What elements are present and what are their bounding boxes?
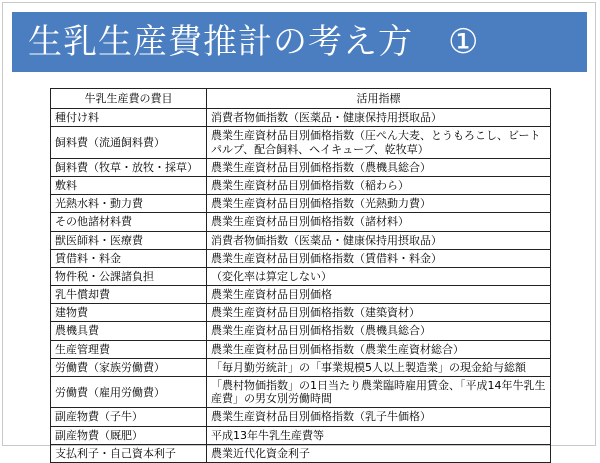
table-row — [51, 127, 551, 158]
table-row — [51, 109, 551, 127]
cost-item-cell: 支払利子・自己資本利子 — [51, 444, 207, 462]
indicator-cell: （変化率は算定しない） — [207, 267, 551, 285]
table-row — [51, 358, 551, 376]
indicator-cell: 「毎月勤労統計」の「事業規模5人以上製造業」の現金給与総額 — [207, 358, 551, 376]
cost-item-cell: その他諸材料費 — [51, 213, 207, 231]
cost-item-cell: 種付け料 — [51, 109, 207, 127]
cost-item-cell: 飼料費（牧草・放牧・採草） — [51, 158, 207, 176]
column-header-cost-item: 牛乳生産費の費目 — [51, 89, 207, 109]
cost-item-cell: 乳牛償却費 — [51, 286, 207, 304]
cost-item-cell: 副産物費（厩肥） — [51, 426, 207, 444]
cost-item-cell: 獣医師料・医療費 — [51, 231, 207, 249]
cost-item-cell: 飼料費（流通飼料費） — [51, 127, 207, 158]
table-row — [51, 267, 551, 285]
indicator-cell: 農業生産資材品目別価格指数（賃借料・料金） — [207, 249, 551, 267]
table-row — [51, 322, 551, 340]
table-row — [51, 231, 551, 249]
cost-item-cell: 農機具費 — [51, 322, 207, 340]
indicator-cell: 農業生産資材品目別価格指数（光熱動力費） — [207, 195, 551, 213]
cost-item-cell: 副産物費（子牛） — [51, 408, 207, 426]
title-bar — [12, 12, 587, 72]
cost-item-cell: 光熱水料・動力費 — [51, 195, 207, 213]
indicator-cell: 農業生産資材品目別価格指数（農業生産資材総合） — [207, 340, 551, 358]
table-header-row — [51, 89, 551, 109]
table-row — [51, 286, 551, 304]
table-row — [51, 377, 551, 408]
indicator-cell: 農業生産資材品目別価格指数（稲わら） — [207, 176, 551, 194]
table-body — [51, 109, 551, 463]
cost-item-cell: 労働費（家族労働費） — [51, 358, 207, 376]
slide-title: 生乳生産費推計の考え方 ① — [28, 22, 480, 62]
cost-indicator-table — [50, 88, 551, 463]
indicator-cell: 農業生産資材品目別価格指数（農機具総合） — [207, 158, 551, 176]
table-row — [51, 408, 551, 426]
indicator-cell: 消費者物価指数（医薬品・健康保持用摂取品） — [207, 109, 551, 127]
indicator-cell: 農業生産資材品目別価格指数（農機具総合） — [207, 322, 551, 340]
table-row — [51, 249, 551, 267]
indicator-cell: 農業生産資材品目別価格 — [207, 286, 551, 304]
cost-item-cell: 労働費（雇用労働費） — [51, 377, 207, 408]
indicator-cell: 平成13年牛乳生産費等 — [207, 426, 551, 444]
indicator-cell: 消費者物価指数（医薬品・健康保持用摂取品） — [207, 231, 551, 249]
table-row — [51, 176, 551, 194]
indicator-cell: 農業生産資材品目別価格指数（圧ぺん大麦、とうもろこし、ビートパルプ、配合飼料、ヘイキューブ、乾牧草） — [207, 127, 551, 158]
indicator-cell: 農業近代化資金利子 — [207, 444, 551, 462]
table-header — [51, 89, 551, 109]
cost-indicator-table-container — [50, 88, 550, 463]
table-row — [51, 304, 551, 322]
table-row — [51, 340, 551, 358]
table-row — [51, 213, 551, 231]
indicator-cell: 農業生産資材品目別価格指数（建築資材） — [207, 304, 551, 322]
cost-item-cell: 建物費 — [51, 304, 207, 322]
table-row — [51, 158, 551, 176]
table-row — [51, 426, 551, 444]
indicator-cell: 「農村物価指数」の1日当たり農業臨時雇用賃金、「平成14年牛乳生産費」の男女別労働時間 — [207, 377, 551, 408]
cost-item-cell: 賃借料・料金 — [51, 249, 207, 267]
table-row — [51, 444, 551, 462]
cost-item-cell: 物件税・公課諸負担 — [51, 267, 207, 285]
cost-item-cell: 敷料 — [51, 176, 207, 194]
cost-item-cell: 生産管理費 — [51, 340, 207, 358]
column-header-indicator: 活用指標 — [207, 89, 551, 109]
indicator-cell: 農業生産資材品目別価格指数（乳子牛価格） — [207, 408, 551, 426]
indicator-cell: 農業生産資材品目別価格指数（諸材料） — [207, 213, 551, 231]
table-row — [51, 195, 551, 213]
